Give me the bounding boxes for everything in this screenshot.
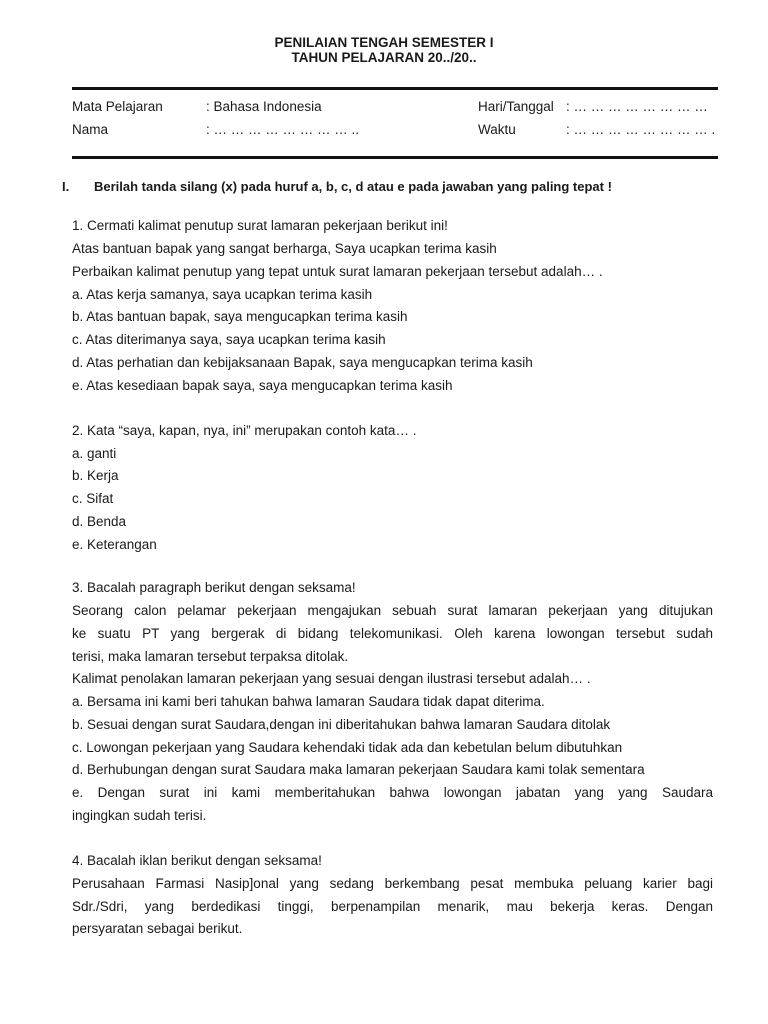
question-3-paragraph-line: ke suatu PT yang bergerak di bidang telekomunikasi. Oleh karena lowongan tersebut sudah [72,626,713,641]
question-3-prompt: 3. Bacalah paragraph berikut dengan seksama! [72,580,356,595]
question-2-prompt: 2. Kata “saya, kapan, nya, ini” merupakan contoh kata… . [72,423,417,438]
question-1-option-e: e. Atas kesediaan bapak saya, saya mengucapkan terima kasih [72,378,453,393]
question-4-paragraph-line: Perusahaan Farmasi Nasip]onal yang sedang berkembang pesat membuka peluang karier bagi [72,876,713,891]
section-instruction: Berilah tanda silang (x) pada huruf a, b, c, d atau e pada jawaban yang paling tepat ! [94,179,612,194]
question-2-option-b: b. Kerja [72,468,119,483]
question-3-option-c: c. Lowongan pekerjaan yang Saudara kehendaki tidak ada dan kebetulan belum dibutuhkan [72,740,623,755]
question-3-paragraph-line: Seorang calon pelamar pekerjaan mengajukan sebuah surat lamaran pekerjaan yang ditujukan [72,603,713,618]
question-2-option-d: d. Benda [72,514,127,529]
question-2-option-c: c. Sifat [72,491,114,506]
question-3-option-e-continued: ingingkan sudah terisi. [72,808,207,823]
day-label: Hari/Tanggal [478,99,554,114]
question-2-option-a: a. ganti [72,446,117,461]
academic-year: TAHUN PELAJARAN 20../20.. [291,50,477,65]
question-3-option-b: b. Sesuai dengan surat Saudara,dengan ini diberitahukan bahwa lamaran Saudara ditolak [72,717,611,732]
time-value: : … … … … … … … … . [566,122,716,137]
exam-title: PENILAIAN TENGAH SEMESTER I [274,35,494,50]
section-number: I. [62,179,70,194]
question-3-question: Kalimat penolakan lamaran pekerjaan yang sesuai dengan ilustrasi tersebut adalah… . [72,671,591,686]
top-divider [72,87,718,90]
question-1-option-b: b. Atas bantuan bapak, saya mengucapkan terima kasih [72,309,408,324]
question-1-option-d: d. Atas perhatian dan kebijaksanaan Bapak, saya mengucapkan terima kasih [72,355,533,370]
time-label: Waktu [478,122,516,137]
subject-label: Mata Pelajaran [72,99,163,114]
question-4-prompt: 4. Bacalah iklan berikut dengan seksama! [72,853,322,868]
question-3-option-e: e. Dengan surat ini kami memberitahukan bahwa lowongan jabatan yang yang Saudara [72,785,713,800]
question-1-option-a: a. Atas kerja samanya, saya ucapkan terima kasih [72,287,373,302]
question-1-text-line: Perbaikan kalimat penutup yang tepat untuk surat lamaran pekerjaan tersebut adalah… . [72,264,603,279]
question-1-option-c: c. Atas diterimanya saya, saya ucapkan terima kasih [72,332,386,347]
question-3-option-d: d. Berhubungan dengan surat Saudara maka lamaran pekerjaan Saudara kami tolak sementara [72,762,645,777]
question-3-option-a: a. Bersama ini kami beri tahukan bahwa lamaran Saudara tidak dapat diterima. [72,694,545,709]
subject-value: : Bahasa Indonesia [206,99,322,114]
question-4-paragraph-line: Sdr./Sdri, yang berdedikasi tinggi, berpenampilan menarik, mau bekerja keras. Dengan [72,899,713,914]
question-2-option-e: e. Keterangan [72,537,157,552]
day-value: : … … … … … … … … [566,99,708,114]
question-1-prompt: 1. Cermati kalimat penutup surat lamaran pekerjaan berikut ini! [72,218,448,233]
question-3-paragraph-line: terisi, maka lamaran tersebut terpaksa ditolak. [72,649,349,664]
bottom-divider [72,156,718,159]
name-value: : … … … … … … … … .. [206,122,360,137]
question-1-text-line: Atas bantuan bapak yang sangat berharga, Saya ucapkan terima kasih [72,241,497,256]
name-label: Nama [72,122,109,137]
question-4-paragraph-line: persyaratan sebagai berikut. [72,921,243,936]
